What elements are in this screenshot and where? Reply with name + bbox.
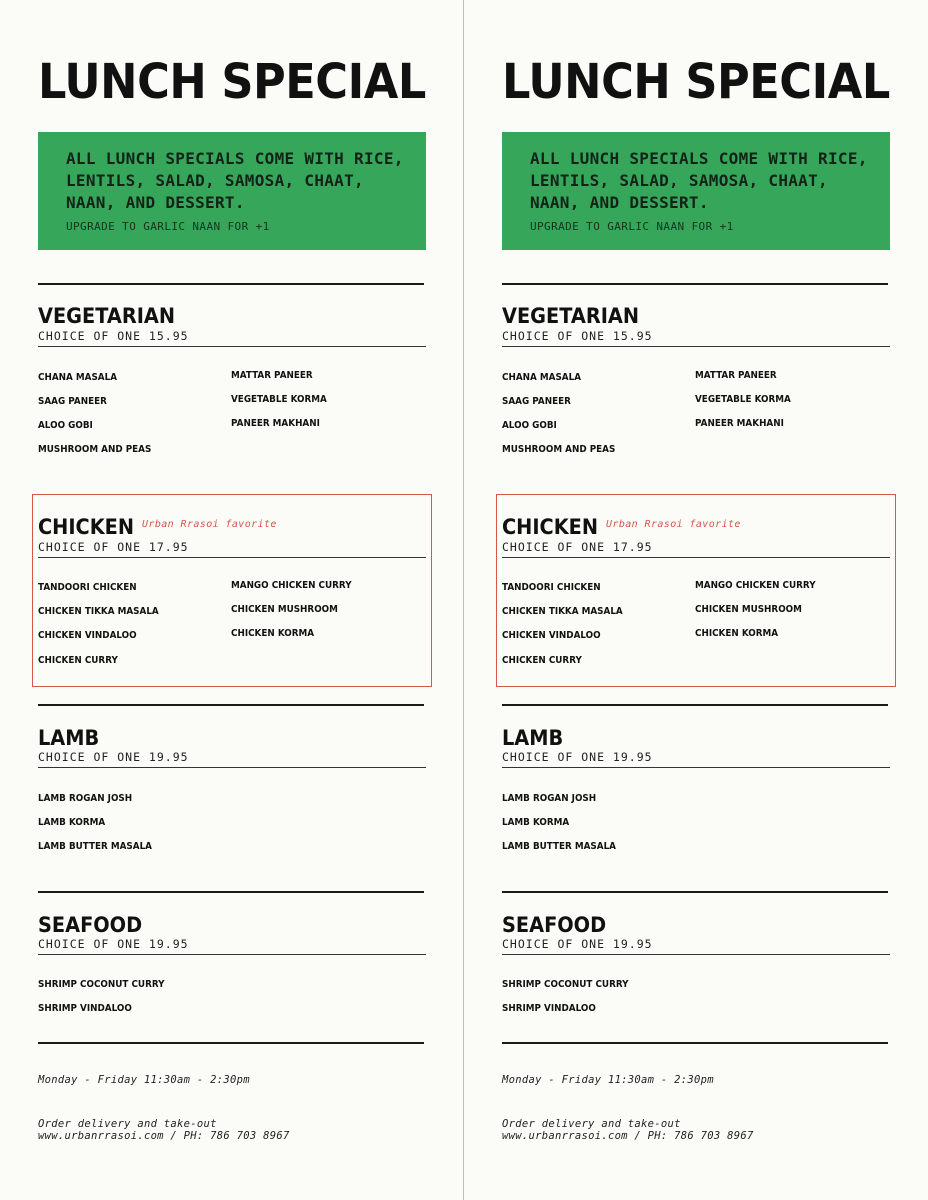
section-rule xyxy=(502,1042,888,1044)
menu-item: ALOO GOBI xyxy=(38,420,93,431)
menu-item: LAMB KORMA xyxy=(38,817,106,828)
section-price-seafood: CHOICE OF ONE 19.95 xyxy=(38,937,189,951)
menu-item: SAAG PANEER xyxy=(502,396,571,407)
menu-item: CHICKEN CURRY xyxy=(38,655,118,666)
section-rule xyxy=(38,1042,424,1044)
menu-item: CHICKEN TIKKA MASALA xyxy=(502,606,623,617)
section-underline xyxy=(502,557,890,558)
section-price-vegetarian: CHOICE OF ONE 15.95 xyxy=(502,329,653,343)
menu-item: MUSHROOM AND PEAS xyxy=(38,444,152,455)
menu-item: LAMB ROGAN JOSH xyxy=(38,793,133,804)
menu-item: MATTAR PANEER xyxy=(695,370,777,381)
favorite-note: Urban Rrasoi favorite xyxy=(606,519,741,530)
menu-item: SHRIMP COCONUT CURRY xyxy=(502,979,629,990)
menu-item: CHICKEN KORMA xyxy=(231,628,315,639)
menu-item: PANEER MAKHANI xyxy=(695,418,784,429)
section-price-vegetarian: CHOICE OF ONE 15.95 xyxy=(38,329,189,343)
menu-title: LUNCH SPECIAL xyxy=(502,54,890,110)
menu-item: LAMB BUTTER MASALA xyxy=(38,841,153,852)
menu-panel-left xyxy=(38,0,438,1200)
menu-item: VEGETABLE KORMA xyxy=(231,394,327,405)
menu-item: TANDOORI CHICKEN xyxy=(38,582,137,593)
section-underline xyxy=(502,954,890,955)
footer-order-note: Order delivery and take-out xyxy=(38,1118,217,1130)
footer-order-note: Order delivery and take-out xyxy=(502,1118,681,1130)
menu-item: CHICKEN MUSHROOM xyxy=(231,604,338,615)
menu-item: MATTAR PANEER xyxy=(231,370,313,381)
promo-upgrade-note: UPGRADE TO GARLIC NAAN FOR +1 xyxy=(66,220,270,233)
menu-item: MUSHROOM AND PEAS xyxy=(502,444,616,455)
section-rule xyxy=(38,704,424,706)
section-title-lamb: LAMB xyxy=(38,726,100,750)
menu-item: SHRIMP VINDALOO xyxy=(502,1003,596,1014)
section-price-chicken: CHOICE OF ONE 17.95 xyxy=(38,540,189,554)
menu-item: CHICKEN TIKKA MASALA xyxy=(38,606,159,617)
menu-item: LAMB ROGAN JOSH xyxy=(502,793,597,804)
section-title-chicken: CHICKEN xyxy=(502,515,599,539)
section-title-vegetarian: VEGETARIAN xyxy=(38,304,176,328)
menu-item: MANGO CHICKEN CURRY xyxy=(231,580,352,591)
menu-item: VEGETABLE KORMA xyxy=(695,394,791,405)
page-divider xyxy=(463,0,464,1200)
menu-item: SAAG PANEER xyxy=(38,396,107,407)
section-price-seafood: CHOICE OF ONE 19.95 xyxy=(502,937,653,951)
section-rule xyxy=(38,283,424,285)
section-price-lamb: CHOICE OF ONE 19.95 xyxy=(502,750,653,764)
section-rule xyxy=(502,891,888,893)
menu-panel-right xyxy=(502,0,902,1200)
menu-item: CHANA MASALA xyxy=(502,372,582,383)
menu-item: CHICKEN CURRY xyxy=(502,655,582,666)
promo-banner xyxy=(38,132,426,250)
section-underline xyxy=(502,767,890,768)
section-title-lamb: LAMB xyxy=(502,726,564,750)
menu-item: SHRIMP COCONUT CURRY xyxy=(38,979,165,990)
section-underline xyxy=(38,767,426,768)
section-underline xyxy=(38,954,426,955)
section-underline xyxy=(502,346,890,347)
menu-item: CHANA MASALA xyxy=(38,372,118,383)
footer-hours: Monday - Friday 11:30am - 2:30pm xyxy=(38,1074,250,1086)
menu-item: SHRIMP VINDALOO xyxy=(38,1003,132,1014)
promo-upgrade-note: UPGRADE TO GARLIC NAAN FOR +1 xyxy=(530,220,734,233)
section-price-lamb: CHOICE OF ONE 19.95 xyxy=(38,750,189,764)
section-price-chicken: CHOICE OF ONE 17.95 xyxy=(502,540,653,554)
menu-item: MANGO CHICKEN CURRY xyxy=(695,580,816,591)
menu-item: CHICKEN MUSHROOM xyxy=(695,604,802,615)
menu-item: CHICKEN KORMA xyxy=(695,628,779,639)
promo-banner xyxy=(502,132,890,250)
section-title-seafood: SEAFOOD xyxy=(38,913,143,937)
section-underline xyxy=(38,346,426,347)
promo-text: ALL LUNCH SPECIALS COME WITH RICE, LENTILS, SALAD, SAMOSA, CHAAT, NAAN, AND DESSERT. xyxy=(66,149,404,212)
promo-text: ALL LUNCH SPECIALS COME WITH RICE, LENTILS, SALAD, SAMOSA, CHAAT, NAAN, AND DESSERT. xyxy=(530,149,868,212)
footer-contact: www.urbanrrasoi.com / PH: 786 703 8967 xyxy=(38,1130,290,1142)
section-rule xyxy=(38,891,424,893)
footer-hours: Monday - Friday 11:30am - 2:30pm xyxy=(502,1074,714,1086)
section-rule xyxy=(502,704,888,706)
menu-title: LUNCH SPECIAL xyxy=(38,54,426,110)
menu-item: PANEER MAKHANI xyxy=(231,418,320,429)
section-underline xyxy=(38,557,426,558)
menu-item: CHICKEN VINDALOO xyxy=(38,630,137,641)
menu-item: TANDOORI CHICKEN xyxy=(502,582,601,593)
menu-item: ALOO GOBI xyxy=(502,420,557,431)
menu-item: CHICKEN VINDALOO xyxy=(502,630,601,641)
section-rule xyxy=(502,283,888,285)
section-title-vegetarian: VEGETARIAN xyxy=(502,304,640,328)
section-title-chicken: CHICKEN xyxy=(38,515,135,539)
favorite-note: Urban Rrasoi favorite xyxy=(142,519,277,530)
menu-item: LAMB KORMA xyxy=(502,817,570,828)
footer-contact: www.urbanrrasoi.com / PH: 786 703 8967 xyxy=(502,1130,754,1142)
section-title-seafood: SEAFOOD xyxy=(502,913,607,937)
menu-item: LAMB BUTTER MASALA xyxy=(502,841,617,852)
